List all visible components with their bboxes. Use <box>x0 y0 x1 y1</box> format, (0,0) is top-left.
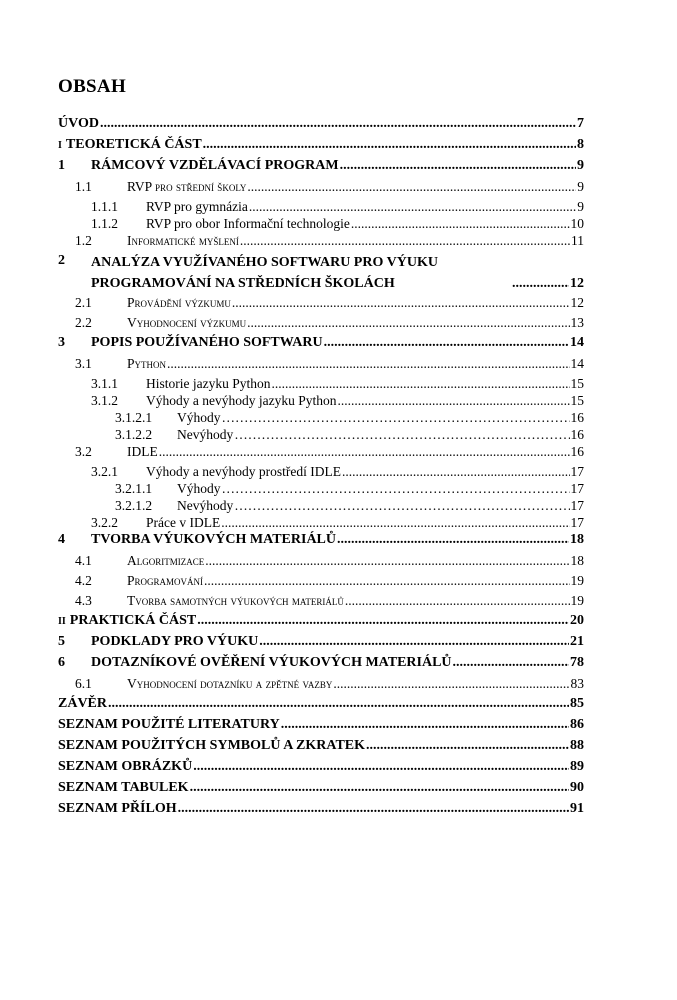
toc-entry-title: Programování <box>127 573 204 588</box>
toc-entry[interactable] <box>58 410 584 427</box>
toc-entry-page: 16 <box>570 410 584 425</box>
toc-entry-number: II <box>58 616 66 627</box>
toc-entry-number: 1.1.1 <box>91 199 118 214</box>
toc-entry[interactable] <box>58 759 584 780</box>
toc-entry-title: Informatické myšlení <box>127 233 239 248</box>
toc-entry-page: 17 <box>570 464 584 479</box>
toc-leader-dots <box>232 295 570 311</box>
toc-leader-dots <box>193 759 569 775</box>
toc-entry[interactable] <box>58 116 584 137</box>
toc-leader-dots <box>272 376 570 392</box>
toc-entry-page: 12 <box>570 276 584 291</box>
toc-leader-dots <box>234 427 569 443</box>
toc-leader-dots <box>340 158 576 174</box>
toc-entry-title: SEZNAM PŘÍLOH <box>58 801 177 816</box>
toc-leader-dots <box>324 335 569 351</box>
toc-leader-dots <box>249 199 576 215</box>
toc-leader-dots <box>247 179 576 195</box>
toc-entry-title: Výhody <box>177 481 221 496</box>
toc-entry-page: 9 <box>577 158 584 173</box>
toc-entry[interactable] <box>58 655 584 676</box>
toc-entry-page: 7 <box>577 116 584 131</box>
toc-leader-dots <box>178 801 569 817</box>
toc-entry-title: RVP pro gymnázia <box>146 199 248 214</box>
toc-leader-dots <box>247 315 569 331</box>
toc-entry-page: 11 <box>571 233 584 248</box>
toc-leader-dots <box>281 717 569 733</box>
toc-entry-page: 16 <box>570 427 584 442</box>
toc-entry-page: 19 <box>570 573 584 588</box>
toc-leader-dots <box>366 738 569 754</box>
toc-entry[interactable] <box>58 356 584 376</box>
toc-leader-dots <box>221 515 569 531</box>
toc-entry-page: 9 <box>577 179 584 194</box>
toc-entry[interactable] <box>58 233 584 253</box>
toc-entry-page: 13 <box>570 315 584 330</box>
toc-leader-dots <box>453 655 569 671</box>
toc-entry-title: SEZNAM TABULEK <box>58 780 189 795</box>
toc-entry-title: Provádění výzkumu <box>127 295 231 310</box>
toc-leader-dots <box>337 532 569 548</box>
toc-entry[interactable] <box>58 216 584 233</box>
toc-entry-number: 4 <box>58 532 65 547</box>
toc-entry[interactable] <box>58 515 584 532</box>
toc-entry-number: 1.1 <box>75 179 92 194</box>
toc-entry[interactable] <box>58 634 584 655</box>
toc-leader-dots <box>204 573 569 589</box>
toc-entry-number: 3.2 <box>75 444 92 459</box>
toc-entry-number: 2.1 <box>75 295 92 310</box>
toc-entry-page: 20 <box>570 613 584 628</box>
toc-entry[interactable] <box>58 738 584 759</box>
toc-entry-page: 15 <box>570 376 584 391</box>
toc-leader-dots <box>167 356 569 372</box>
toc-leader-dots <box>203 137 576 153</box>
toc-entry-title: SEZNAM POUŽITÝCH SYMBOLŮ A ZKRATEK <box>58 738 366 753</box>
toc-leader-dots <box>351 216 570 232</box>
toc-entry[interactable] <box>58 444 584 464</box>
toc-entry[interactable] <box>58 717 584 738</box>
toc-entry-page: 17 <box>570 481 584 496</box>
toc-entry-title: Práce v IDLE <box>146 515 221 530</box>
toc-entry-title: POPIS POUŽÍVANÉHO SOFTWARU <box>91 335 323 350</box>
toc-entry[interactable] <box>58 376 584 393</box>
toc-entry-page: 14 <box>570 356 584 371</box>
toc-entry-title: RÁMCOVÝ VZDĚLÁVACÍ PROGRAM <box>91 158 339 173</box>
toc-entry[interactable] <box>58 613 584 634</box>
toc-entry-page: 18 <box>570 553 584 568</box>
toc-entry[interactable] <box>58 573 584 593</box>
toc-entry[interactable] <box>58 464 584 481</box>
toc-leader-dots <box>222 410 570 426</box>
toc-entry-page: 17 <box>570 515 584 530</box>
toc-leader-dots <box>234 498 569 514</box>
toc-entry-number: 4.1 <box>75 553 92 568</box>
toc-entry-title: RVP pro obor Informační technologie <box>146 216 350 231</box>
toc-entry-title: Vyhodnocení výzkumu <box>127 315 247 330</box>
toc-entry-page: 17 <box>570 498 584 513</box>
toc-entry-page: 9 <box>577 199 584 214</box>
toc-entry[interactable] <box>58 199 584 216</box>
toc-entry-title: ÚVOD <box>58 116 99 131</box>
toc-leader-dots <box>100 116 576 132</box>
toc-entry[interactable] <box>58 179 584 199</box>
toc-entry[interactable] <box>58 696 584 717</box>
toc-entry-title: Výhody <box>177 410 221 425</box>
toc-entry-number: 2 <box>58 253 65 268</box>
toc-entry-number: 6 <box>58 655 65 670</box>
toc-entry-title: Nevýhody <box>177 427 234 442</box>
toc-heading: OBSAH <box>58 76 127 97</box>
toc-entry-page: 10 <box>570 216 584 231</box>
toc-entry-title: DOTAZNÍKOVÉ OVĚŘENÍ VÝUKOVÝCH MATERIÁLŮ <box>91 655 452 670</box>
toc-entry-title: IDLE <box>127 444 158 459</box>
toc-entry-page: 8 <box>577 137 584 152</box>
toc-leader-dots <box>259 634 569 650</box>
toc-entry-number: 3.1.2.2 <box>115 427 153 442</box>
toc-entry-page: 85 <box>570 696 584 711</box>
toc-entry-number: 3.2.2 <box>91 515 118 530</box>
toc-entry[interactable] <box>58 801 584 822</box>
toc-entry[interactable] <box>58 253 584 295</box>
toc-entry-page: 14 <box>570 335 584 350</box>
table-of-contents <box>58 116 584 822</box>
toc-entry[interactable] <box>58 780 584 801</box>
toc-leader-dots <box>205 553 569 569</box>
toc-entry[interactable] <box>58 393 584 410</box>
toc-entry-number: 3.1.1 <box>91 376 118 391</box>
toc-entry-title: Algoritmizace <box>127 553 205 568</box>
toc-entry-page: 12 <box>570 295 584 310</box>
toc-entry-number: 5 <box>58 634 65 649</box>
toc-leader-dots <box>190 780 569 796</box>
toc-entry-title: ANALÝZA VYUŽÍVANÉHO SOFTWARU PRO VÝUKU <box>91 255 438 270</box>
toc-entry-title: Historie jazyku Python <box>146 376 271 391</box>
toc-entry-number: 1.2 <box>75 233 92 248</box>
toc-entry-title: Výhody a nevýhody prostředí IDLE <box>146 464 341 479</box>
toc-entry-page: 18 <box>570 532 584 547</box>
toc-entry[interactable] <box>58 427 584 444</box>
toc-entry[interactable] <box>58 335 584 356</box>
toc-entry-page: 15 <box>570 393 584 408</box>
toc-entry-number: 3.2.1.2 <box>115 498 153 513</box>
toc-entry-title: TVORBA VÝUKOVÝCH MATERIÁLŮ <box>91 532 336 547</box>
toc-entry-page: 21 <box>570 634 584 649</box>
toc-entry-page: 86 <box>570 717 584 732</box>
toc-entry[interactable] <box>58 553 584 573</box>
toc-entry-title: Nevýhody <box>177 498 234 513</box>
toc-entry-title: SEZNAM POUŽITÉ LITERATURY <box>58 717 280 732</box>
toc-leader-dots <box>345 593 570 609</box>
toc-entry[interactable] <box>58 295 584 315</box>
toc-leader-dots <box>337 393 569 409</box>
toc-leader-dots <box>159 444 570 460</box>
toc-entry-number: I <box>58 140 62 151</box>
toc-entry-title-continued: PROGRAMOVÁNÍ NA STŘEDNÍCH ŠKOLÁCH <box>91 276 395 291</box>
toc-entry-title: TEORETICKÁ ČÁST <box>65 137 202 152</box>
toc-leader-dots <box>108 696 569 712</box>
toc-entry[interactable] <box>58 315 584 335</box>
toc-entry[interactable] <box>58 593 584 613</box>
toc-leader-dots <box>240 233 570 249</box>
toc-entry-number: 4.2 <box>75 573 92 588</box>
toc-entry-number: 3 <box>58 335 65 350</box>
toc-entry-number: 3.1.2 <box>91 393 118 408</box>
toc-entry-number: 3.2.1 <box>91 464 118 479</box>
toc-entry[interactable] <box>58 481 584 498</box>
toc-leader-dots <box>333 676 569 692</box>
toc-leader-dots <box>512 276 569 292</box>
toc-entry-title: ZÁVĚR <box>58 696 108 711</box>
toc-entry-title: Vyhodnocení dotazníku a zpětné vazby <box>127 676 333 691</box>
toc-entry-title: Tvorba samotných výukových materiálů <box>127 593 344 608</box>
toc-leader-dots <box>342 464 570 480</box>
toc-entry-page: 91 <box>570 801 584 816</box>
toc-entry[interactable] <box>58 158 584 179</box>
toc-entry[interactable] <box>58 137 584 158</box>
toc-entry-number: 3.1 <box>75 356 92 371</box>
toc-entry-number: 1.1.2 <box>91 216 118 231</box>
toc-entry-title: SEZNAM OBRÁZKŮ <box>58 759 193 774</box>
toc-entry-title: PODKLADY PRO VÝUKU <box>91 634 259 649</box>
toc-entry-number: 4.3 <box>75 593 92 608</box>
toc-entry-title: PRAKTICKÁ ČÁST <box>69 613 197 628</box>
toc-entry[interactable] <box>58 676 584 696</box>
toc-entry[interactable] <box>58 532 584 553</box>
toc-entry-page: 90 <box>570 780 584 795</box>
toc-entry-title: Výhody a nevýhody jazyku Python <box>146 393 337 408</box>
toc-entry-page: 88 <box>570 738 584 753</box>
toc-entry-page: 19 <box>570 593 584 608</box>
toc-leader-dots <box>197 613 569 629</box>
toc-entry-number: 3.2.1.1 <box>115 481 153 496</box>
toc-entry-page: 16 <box>570 444 584 459</box>
toc-entry-number: 1 <box>58 158 65 173</box>
toc-entry[interactable] <box>58 498 584 515</box>
toc-entry-title: Python <box>127 356 167 371</box>
toc-entry-title: RVP pro střední školy <box>127 179 247 194</box>
toc-entry-number: 2.2 <box>75 315 92 330</box>
toc-entry-number: 3.1.2.1 <box>115 410 153 425</box>
toc-entry-page: 89 <box>570 759 584 774</box>
toc-entry-number: 6.1 <box>75 676 92 691</box>
toc-entry-page: 83 <box>570 676 584 691</box>
toc-leader-dots <box>222 481 570 497</box>
toc-entry-page: 78 <box>570 655 584 670</box>
